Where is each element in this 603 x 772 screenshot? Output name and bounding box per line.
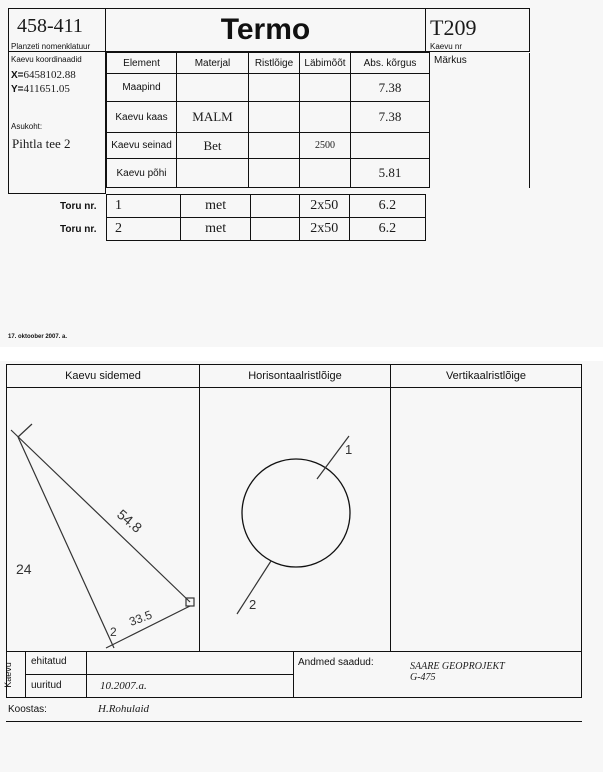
- sketch-label-a: 54.8: [114, 506, 146, 536]
- col-section: Ristlõige: [249, 53, 300, 74]
- panel-vertical-section-title: Vertikaalristlõige: [445, 370, 527, 382]
- table-row: Kaevu seinad Bet 2500: [107, 133, 530, 159]
- built-label: ehitatud: [31, 656, 67, 667]
- well-circle: [242, 459, 350, 567]
- nomenclature-label: Planzeti nomenklatuur: [11, 42, 91, 51]
- element-table: [106, 52, 530, 188]
- nomenclature-code: 458-411: [17, 15, 83, 37]
- data-source-value-1: SAARE GEOPROJEKT: [410, 661, 505, 672]
- col-notes: Märkus: [430, 53, 530, 188]
- pipe-2-label: Toru nr.: [60, 224, 97, 235]
- sketch-label-c: 33.5: [127, 607, 154, 629]
- y-coordinate: Y=411651.05: [11, 83, 70, 95]
- col-material: Materjal: [177, 53, 249, 74]
- panel-horizontal-section-title: Horisontaalristlõige: [248, 370, 342, 382]
- sketch-line-b: [18, 437, 114, 648]
- surveyed-value: 10.2007.a.: [100, 680, 147, 692]
- header-title-box: [106, 8, 426, 52]
- data-source-value-2: G-475: [410, 672, 436, 683]
- sketch-line-a: [11, 430, 190, 602]
- footer-frame: [6, 652, 582, 698]
- coordinates-label: Kaevu koordinaadid: [11, 55, 82, 64]
- table-row: Kaevu kaas MALM 7.38: [107, 102, 530, 133]
- pipe-1-label: Toru nr.: [60, 201, 97, 212]
- header-well-box: [426, 8, 530, 52]
- col-element: Element: [107, 53, 177, 74]
- page-title: Termo: [220, 13, 311, 46]
- table-row: 2 met 2x50 6.2: [107, 218, 426, 241]
- table-row: Maapind 7.38: [107, 74, 530, 102]
- sketch-label-d: 2: [110, 625, 117, 639]
- well-number-label: Kaevu nr: [430, 42, 463, 51]
- pipe-table: [106, 194, 426, 241]
- header-code-box: [8, 8, 106, 52]
- surveyed-label: uuritud: [31, 680, 62, 691]
- horizontal-section-sketch: [199, 386, 389, 652]
- col-abs: Abs. kõrgus: [351, 53, 430, 74]
- sketch-label-b: 24: [16, 561, 32, 577]
- well-number: T209: [430, 15, 477, 40]
- data-source-label: Andmed saadud:: [298, 657, 374, 668]
- kaevu-label: Kaevu: [2, 662, 13, 688]
- coordinates-box: [8, 52, 106, 194]
- col-diameter: Läbimõõt: [300, 53, 351, 74]
- document-date: 17. oktoober 2007. a.: [8, 334, 68, 340]
- page-break: [0, 347, 603, 361]
- panel-well-links-title: Kaevu sidemed: [65, 370, 141, 382]
- x-coordinate: X=6458102.88: [11, 69, 76, 81]
- table-row: Kaevu põhi 5.81: [107, 159, 530, 188]
- pipe-label-2: 2: [249, 597, 257, 612]
- compiled-label: Koostas:: [8, 704, 47, 715]
- table-row: 1 met 2x50 6.2: [107, 195, 426, 218]
- sketch-line-d: [18, 424, 32, 437]
- compiled-value: H.Rohulaid: [98, 703, 150, 715]
- location-value: Pihtla tee 2: [12, 136, 71, 151]
- pipe-label-1: 1: [345, 442, 353, 457]
- compiled-underline: [6, 721, 582, 722]
- location-label: Asukoht:: [11, 122, 43, 131]
- well-links-sketch: [6, 386, 198, 652]
